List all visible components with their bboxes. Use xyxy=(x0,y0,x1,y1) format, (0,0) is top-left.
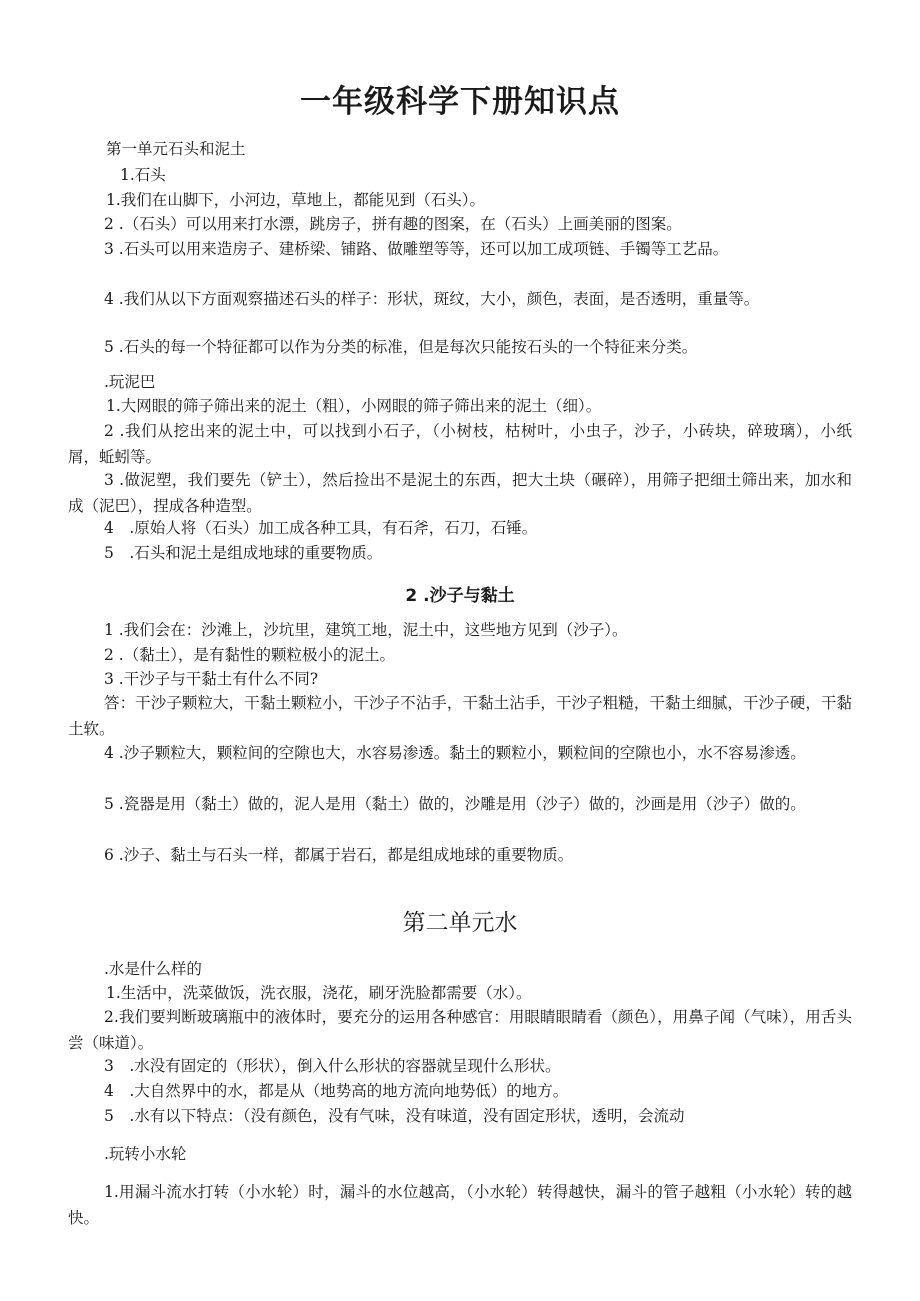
unit2-heading: 第二单元水 xyxy=(402,910,518,936)
list-item: 3 .做泥塑，我们要先（铲土），然后捡出不是泥土的东西，把大土块（碾碎），用筛子把细土筛出来，加水和成（泥巴），捏成各种造型。 xyxy=(68,471,852,515)
section-water-heading: .水是什么样的 xyxy=(104,960,202,978)
list-item: 1.我们在山脚下，小河边，草地上，都能见到（石头）。 xyxy=(106,191,486,209)
list-item: 3 .石头可以用来造房子、建桥梁、铺路、做雕塑等等，还可以加工成项链、手镯等工艺品。 xyxy=(104,240,729,258)
list-item: 2 .（黏土），是有黏性的颗粒极小的泥土。 xyxy=(104,646,395,664)
unit1-heading: 第一单元石头和泥土 xyxy=(106,140,246,158)
list-item: 6 .沙子、黏土与石头一样，都属于岩石，都是组成地球的重要物质。 xyxy=(104,846,574,864)
answer-text: 答：干沙子颗粒大，干黏土颗粒小，干沙子不沾手，干黏土沾手，干沙子粗糙，干黏土细腻，干沙子硬，干黏土软。 xyxy=(68,694,852,738)
list-item: 1 .我们会在：沙滩上，沙坑里，建筑工地，泥土中，这些地方见到（沙子）。 xyxy=(104,621,628,639)
list-item: 4 .大自然界中的水，都是从（地势高的地方流向地势低）的地方。 xyxy=(104,1082,569,1100)
list-item: 4 .沙子颗粒大，颗粒间的空隙也大，水容易渗透。黏土的颗粒小，颗粒间的空隙也小，水不容易渗透。 xyxy=(104,744,806,762)
page-title: 一年级科学下册知识点 xyxy=(300,84,620,120)
section-sand-clay-heading: 2 .沙子与黏土 xyxy=(405,586,515,606)
list-item: 2 .（石头）可以用来打水漂，跳房子，拼有趣的图案，在（石头）上画美丽的图案。 xyxy=(104,215,682,233)
list-item: 5 .瓷器是用（黏土）做的，泥人是用（黏土）做的，沙雕是用（沙子）做的，沙画是用（沙子）做的。 xyxy=(104,795,806,813)
list-item: 1.大网眼的筛子筛出来的泥土（粗），小网眼的筛子筛出来的泥土（细）。 xyxy=(106,397,602,415)
list-item: 2.我们要判断玻璃瓶中的液体时，要充分的运用各种感官：用眼睛眼睛看（颜色），用鼻子闻（气味），用舌头尝（味道）。 xyxy=(68,1008,852,1052)
list-item: 1.用漏斗流水打转（小水轮）时，漏斗的水位越高，（小水轮）转得越快，漏斗的管子越粗（小水轮）转的越快。 xyxy=(68,1183,852,1227)
section-waterwheel-heading: .玩转小水轮 xyxy=(104,1145,187,1163)
list-item: 5 .水有以下特点：（没有颜色，没有气味，没有味道，没有固定形状，透明，会流动 xyxy=(104,1107,685,1125)
list-item: 5 .石头的每一个特征都可以作为分类的标准，但是每次只能按石头的一个特征来分类。 xyxy=(104,338,698,356)
section-mud-heading: .玩泥巴 xyxy=(104,373,156,391)
list-item: 1.生活中，洗菜做饭，洗衣服，浇花，刷牙洗脸都需要（水）。 xyxy=(106,984,532,1002)
list-item: 3 .水没有固定的（形状），倒入什么形状的容器就呈现什么形状。 xyxy=(104,1057,561,1075)
list-item: 4 .原始人将（石头）加工成各种工具，有石斧，石刀，石锤。 xyxy=(104,519,538,537)
section-stone-heading: 1.石头 xyxy=(120,166,166,184)
list-item: 4 .我们从以下方面观察描述石头的样子：形状，斑纹，大小，颜色，表面，是否透明，重量等。 xyxy=(104,290,760,308)
list-item: 2 .我们从挖出来的泥土中，可以找到小石子，（小树枝，枯树叶，小虫子，沙子，小砖块，碎玻璃），小纸屑，蚯蚓等。 xyxy=(68,422,852,466)
list-item: 3 .干沙子与干黏土有什么不同? xyxy=(104,670,319,688)
list-item: 5 .石头和泥土是组成地球的重要物质。 xyxy=(104,544,383,562)
